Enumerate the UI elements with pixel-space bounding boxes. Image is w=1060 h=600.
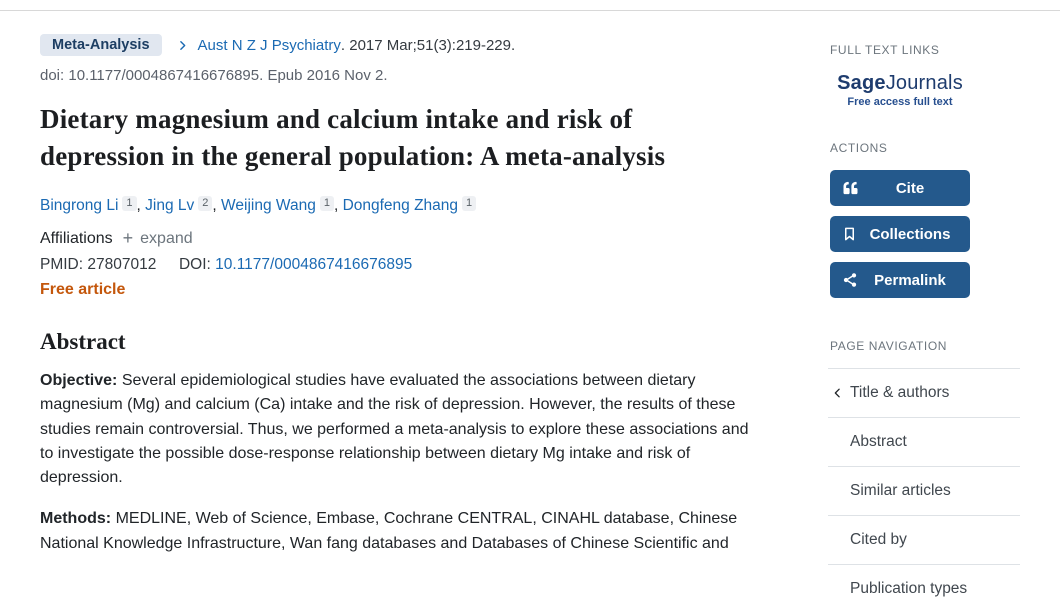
doi-link[interactable]: 10.1177/0004867416676895	[215, 256, 413, 273]
section-label: Methods:	[40, 510, 112, 528]
author-link[interactable]: Weijing Wang	[221, 197, 316, 214]
plus-icon: +	[122, 228, 134, 248]
nav-item-label: Similar articles	[850, 482, 951, 499]
sage-tagline: Free access full text	[847, 96, 953, 108]
page-top-divider	[0, 10, 1060, 11]
section-text: MEDLINE, Web of Science, Embase, Cochrane CENTRAL, CINAHL database, Chinese National Knowledge Infrastructure, Wan fang databases and Databases of Chinese Scientific and	[40, 510, 738, 552]
full-text-provider-link[interactable]	[830, 72, 970, 108]
abstract-methods-paragraph	[40, 507, 750, 556]
sage-logo-bold: Sage	[837, 72, 886, 94]
nav-item-label: Cited by	[850, 531, 907, 548]
author-affiliation-sup: 1	[462, 196, 476, 211]
chevron-left-icon	[831, 387, 844, 400]
full-text-links-label: FULL TEXT LINKS	[830, 43, 940, 57]
cite-button-label: Cite	[895, 179, 925, 197]
author-affiliation-sup: 2	[198, 196, 212, 211]
author	[40, 197, 145, 214]
collections-button[interactable]	[830, 216, 970, 252]
author	[145, 197, 221, 214]
abstract-heading: Abstract	[40, 329, 126, 354]
abstract-objective-paragraph	[40, 369, 750, 490]
cite-button[interactable]	[830, 170, 970, 206]
actions-button-group	[830, 170, 970, 298]
expand-label: expand	[140, 229, 193, 247]
author	[221, 197, 343, 214]
doi-line: doi: 10.1177/0004867416676895. Epub 2016 Nov 2.	[40, 67, 388, 84]
nav-item-similar-articles[interactable]	[828, 466, 1020, 515]
author-affiliation-sup: 1	[122, 196, 136, 211]
journal-link[interactable]: Aust N Z J Psychiatry	[197, 36, 341, 54]
bookmark-icon	[842, 225, 862, 243]
publication-type-badge[interactable]: Meta-Analysis	[40, 34, 162, 56]
chevron-right-icon	[176, 39, 189, 52]
nav-item-label: Title & authors	[850, 384, 950, 401]
share-icon	[842, 272, 862, 288]
nav-item-label: Publication types	[850, 580, 968, 597]
pmid-value: 27807012	[87, 256, 157, 273]
sage-journals-logo	[830, 72, 970, 95]
author	[343, 197, 477, 214]
permalink-button[interactable]	[830, 262, 970, 298]
affiliations-expand-toggle[interactable]	[123, 228, 193, 249]
author-link[interactable]: Dongfeng Zhang	[342, 197, 459, 214]
citation-text: . 2017 Mar;51(3):219-229.	[340, 36, 516, 54]
nav-item-abstract[interactable]	[828, 417, 1020, 466]
breadcrumb	[40, 34, 750, 56]
nav-item-cited-by[interactable]	[828, 515, 1020, 564]
author-affiliation-sup: 1	[320, 196, 334, 211]
article-title: Dietary magnesium and calcium intake and risk of depression in the general population: A meta-analysis	[40, 104, 666, 171]
free-article-badge: Free article	[40, 281, 126, 298]
doi-label: DOI:	[178, 256, 211, 273]
affiliations-label: Affiliations	[40, 229, 113, 247]
author-link[interactable]: Bingrong Li	[40, 197, 119, 214]
quote-icon	[842, 181, 862, 195]
section-text: Several epidemiological studies have evaluated the associations between dietary magnesium (Mg) and calcium (Ca) intake and the risk of depression. However, the results of these studies remain controversial. Thus, we performed a meta-analysis to explore these associations and to investigate the possible dose-response relationship between dietary Mg intake and risk of depression.	[40, 372, 749, 487]
nav-item-label: Abstract	[850, 433, 907, 450]
section-label: Objective:	[40, 372, 118, 389]
article-main-column	[40, 34, 750, 556]
identifiers-row	[40, 256, 750, 274]
collections-button-label: Collections	[869, 225, 951, 243]
sage-logo-regular: Journals	[885, 72, 963, 94]
author-link[interactable]: Jing Lv	[145, 197, 195, 214]
page-navigation-label: PAGE NAVIGATION	[830, 339, 948, 353]
affiliations-row	[40, 228, 750, 249]
actions-label: ACTIONS	[830, 141, 888, 155]
permalink-button-label: Permalink	[874, 271, 946, 289]
pmid-label: PMID:	[40, 256, 84, 273]
sidebar	[830, 41, 1022, 600]
nav-item-publication-types[interactable]	[828, 564, 1020, 600]
nav-item-title-authors[interactable]	[828, 368, 1020, 417]
author-list	[40, 196, 750, 215]
page-navigation-list	[828, 368, 1020, 600]
